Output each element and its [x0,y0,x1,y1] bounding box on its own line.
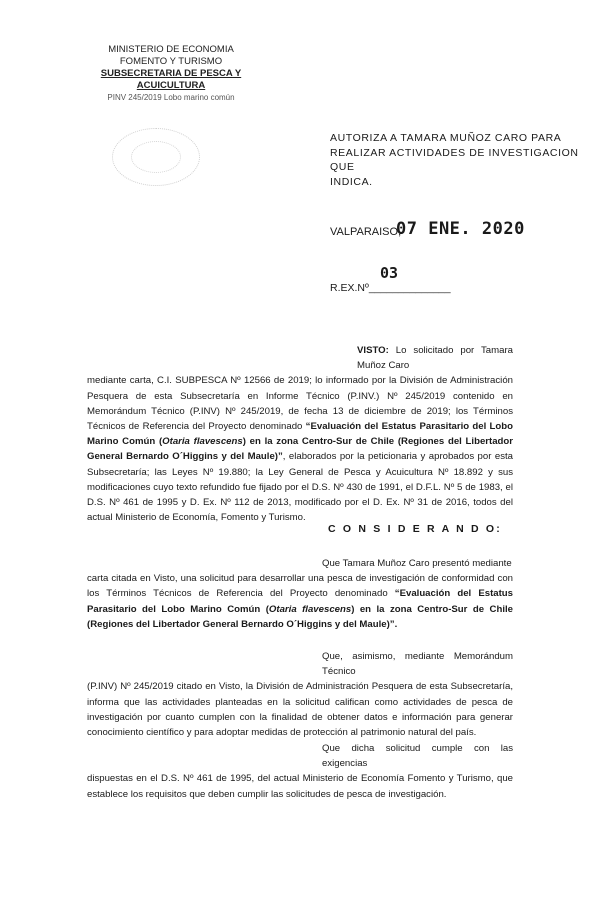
ministry-name: MINISTERIO DE ECONOMIA [108,44,234,55]
p1-body [87,571,513,632]
visto-species: Otaria flavescens [162,436,243,448]
title-line-1: AUTORIZA A TAMARA MUÑOZ CARO PARA [330,132,562,144]
visto-first-line [87,343,513,373]
ministry-subtitle: FOMENTO Y TURISMO [119,56,223,67]
considerando-heading: C O N S I D E R A N D O: [328,523,502,535]
resolution-label: R.EX.Nº [330,282,369,294]
resolution-number-line [330,282,451,294]
p1-intro: Que Tamara Muñoz Caro presentó mediante [322,558,512,569]
resolution-title [330,131,590,189]
official-seal-stamp [112,128,200,186]
visto-intro: Lo solicitado por Tamara Muñoz Caro [357,345,513,372]
p2-intro: Que, asimismo, mediante Memorándum Técnico [322,651,513,678]
visto-label: VISTO: [357,345,389,356]
visto-body [87,373,513,525]
p2-text: (P.INV) Nº 245/2019 citado en Visto, la División de Administración Pesquera de esta Subsecretaría, informa que las actividades planteadas en la solicitud califican como actividades de pesca de investigación por cuanto cumplen con la finalidad de obtener datos e información para generar conocimiento científico y para adoptar medidas de protección al patrimonio natural del país. [87,681,513,739]
visto-project: “Evaluación del Estatus Parasitario del Lobo Marino Común ( [87,421,513,448]
p3-intro: Que dicha solicitud cumple con las exigencias [322,743,513,770]
subsecretariat-name: SUBSECRETARIA DE PESCA Y ACUICULTURA [100,68,242,91]
p1-project-end: ) en la zona Centro-Sur de Chile (Regiones del Libertador General Bernardo O´Higgins y del Maule)”. [87,603,513,630]
p1-text: carta citada en Visto, una solicitud para desarrollar una pesca de investigación de conformidad con los Términos Técnicos de Referencia del Proyecto denominado [87,573,513,600]
resolution-number: 03 [380,264,399,282]
visto-text-1: mediante carta, C.I. SUBPESCA Nº 12566 de 2019; lo informado por la División de Administración Pesquera de esta Subsecretaría en Informe Técnico (P.INV.) Nº 245/2019 contenido en Memorándum Técnico (P.INV) Nº 245/2019, de fecha 13 de diciembre de 2019; los Términos Técnicos de Referencia del Proyecto denominado [87,375,513,433]
p1-species: Otaria flavescens [268,603,352,615]
visto-section [87,343,513,525]
considerando-paragraph-3 [87,741,513,802]
considerando-paragraph-2 [87,649,513,740]
p1-project: “Evaluación del Estatus Parasitario del Lobo Marino Común ( [87,588,513,615]
letterhead [76,44,266,104]
seal-inner-ring [131,141,181,173]
title-line-3: INDICA. [330,175,373,188]
date-stamp: 07 ENE. 2020 [396,219,525,239]
title-line-2: REALIZAR ACTIVIDADES DE INVESTIGACION QUE [330,146,579,173]
visto-project-end: ) en la zona Centro-Sur de Chile (Regiones del Libertador General Bernardo O´Higgins y del Maule)” [87,436,513,463]
resolution-blank: ______________ [368,282,451,294]
considerando-paragraph-1 [87,556,513,632]
visto-text-2: , elaborados por la peticionaria y aprobados por esta Subsecretaría; las Leyes Nº 19.880; la Ley General de Pesca y Acuicultura Nº 18.892 y sus modificaciones cuyo texto refundido fue fijado por el D.S. Nº 430 de 1991, el D.F.L. Nº 5 de 1983, el D.S. Nº 461 de 1995 y D. Ex. Nº 112 de 2013, modificado por el D. Ex. Nº 31 de 2016, todos del actual Ministerio de Economía, Fomento y Turismo. [87,451,513,524]
p3-text: dispuestas en el D.S. Nº 461 de 1995, del actual Ministerio de Economía Fomento y Turismo, que establece los requisitos que deben cumplir las solicitudes de pesca de investigación. [87,773,513,800]
file-reference: PINV 245/2019 Lobo marino común [107,93,235,102]
date-place: VALPARAISO, [330,226,402,238]
